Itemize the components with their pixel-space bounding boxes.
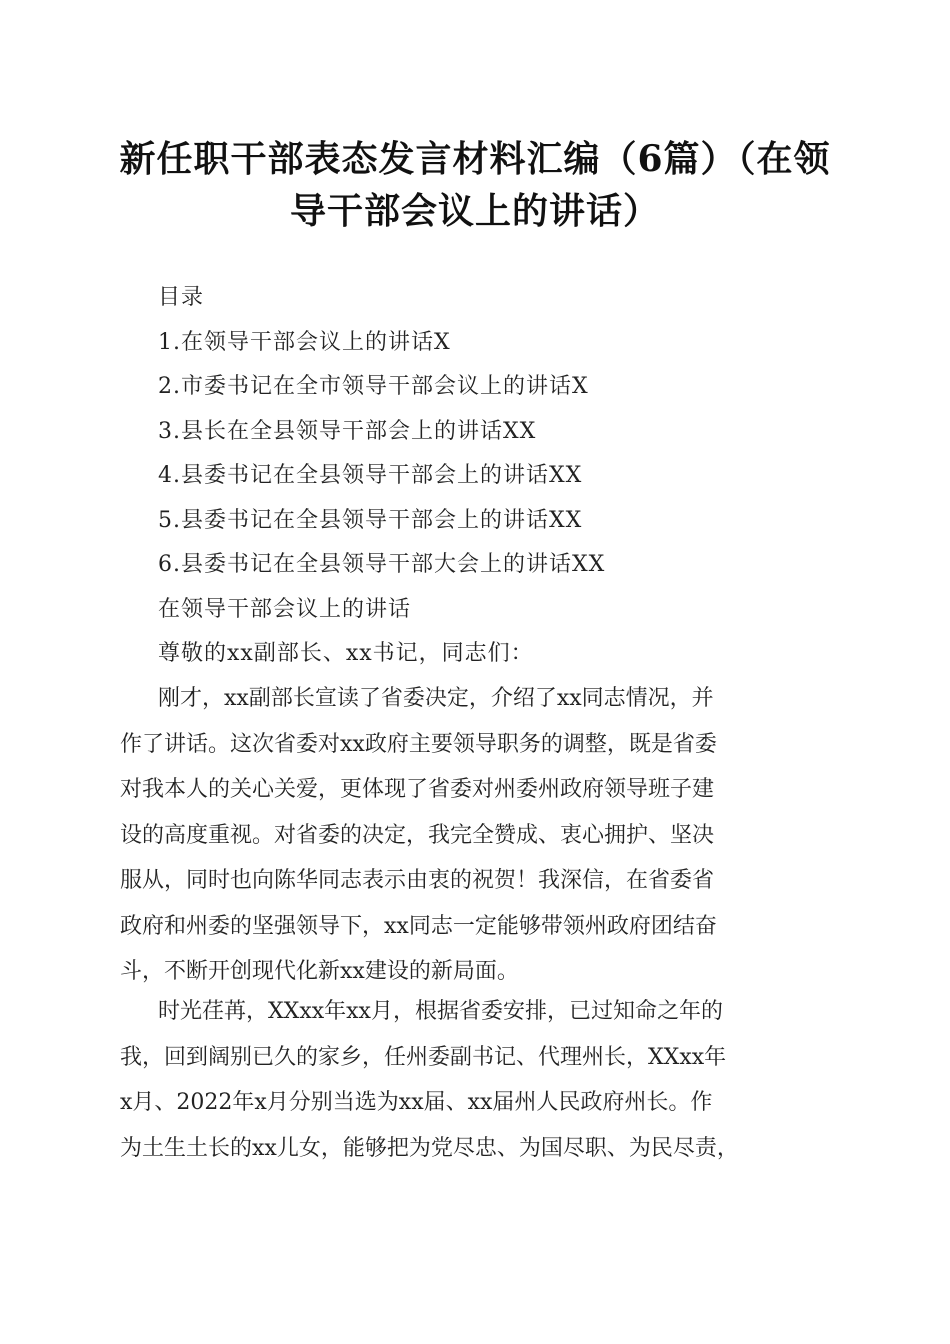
toc-item: 1.在领导干部会议上的讲话X [158, 329, 451, 355]
paragraph-line: 为土生土长的xx儿女，能够把为党尽忠、为国尽职、为民尽责， [120, 1135, 739, 1161]
paragraph-line: 斗，不断开创现代化新xx建设的新局面。 [120, 959, 519, 984]
paragraph-line: 政府和州委的坚强领导下，xx同志一定能够带领州政府团结奋 [120, 913, 717, 939]
toc-item: 4.县委书记在全县领导干部会上的讲话XX [158, 463, 583, 488]
paragraph-line: 作了讲话。这次省委对xx政府主要领导职务的调整，既是省委 [120, 731, 717, 757]
document-title [100, 133, 850, 237]
section-title: 在领导干部会议上的讲话 [158, 596, 412, 622]
paragraph-line: 服从，同时也向陈华同志表示由衷的祝贺！我深信，在省委省 [120, 868, 715, 893]
toc-item: 2.市委书记在全市领导干部会议上的讲话X [158, 374, 589, 399]
paragraph-line: 时光荏苒，XXxx年xx月，根据省委安排，已过知命之年的 [158, 999, 723, 1024]
toc-item: 5.县委书记在全县领导干部会上的讲话XX [158, 507, 583, 533]
paragraph-line: 我，回到阔别已久的家乡，任州委副书记、代理州长，XXxx年 [120, 1044, 727, 1070]
toc-item: 6.县委书记在全县领导干部大会上的讲话XX [158, 552, 606, 577]
paragraph-line: x月、2022年x月分别当选为xx届、xx届州人民政府州长。作 [120, 1090, 713, 1115]
title-line-1: 新任职干部表态发言材料汇编（6篇）（在领 [119, 138, 831, 180]
title-line-2: 导干部会议上的讲话） [289, 190, 660, 232]
toc-heading: 目录 [158, 285, 205, 310]
paragraph-2 [120, 989, 830, 1171]
toc-item: 3.县长在全县领导干部会上的讲话XX [158, 418, 537, 444]
paragraph-line: 对我本人的关心关爱，更体现了省委对州委州政府领导班子建 [120, 777, 715, 802]
paragraph-line: 设的高度重视。对省委的决定，我完全赞成、衷心拥护、坚决 [120, 822, 715, 848]
salutation: 尊敬的xx副部长、xx书记，同志们： [158, 641, 534, 666]
table-of-contents [158, 276, 605, 677]
paragraph-1 [120, 676, 830, 995]
paragraph-line: 刚才，xx副部长宣读了省委决定，介绍了xx同志情况，并 [158, 686, 714, 711]
